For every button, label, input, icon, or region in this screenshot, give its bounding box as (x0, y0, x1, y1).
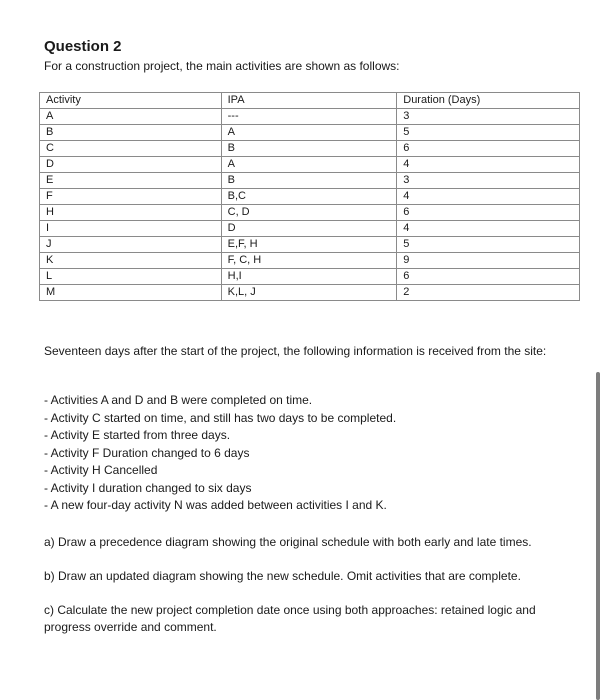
table-row (40, 189, 580, 205)
table-row (40, 221, 580, 237)
ipa-cell: A (221, 157, 397, 173)
table-row (40, 253, 580, 269)
activity-cell: J (40, 237, 222, 253)
duration-cell: 6 (397, 205, 580, 221)
site-info-intro: Seventeen days after the start of the project, the following information is received from the site: (44, 344, 547, 358)
table-row (40, 205, 580, 221)
list-item: - Activity F Duration changed to 6 days (44, 445, 396, 463)
duration-cell: 4 (397, 157, 580, 173)
list-item: - Activity C started on time, and still has two days to be completed. (44, 410, 396, 428)
table-header-row (40, 93, 580, 109)
duration-cell: 6 (397, 269, 580, 285)
table-row (40, 237, 580, 253)
activity-cell: F (40, 189, 222, 205)
activity-cell: C (40, 141, 222, 157)
table-row (40, 285, 580, 301)
duration-cell: 3 (397, 173, 580, 189)
table-row (40, 141, 580, 157)
table-row (40, 109, 580, 125)
table-row (40, 269, 580, 285)
activity-cell: A (40, 109, 222, 125)
ipa-cell: C, D (221, 205, 397, 221)
list-item: - Activity E started from three days. (44, 427, 396, 445)
ipa-cell: B,C (221, 189, 397, 205)
activity-cell: E (40, 173, 222, 189)
header-ipa: IPA (221, 93, 397, 109)
question-b: b) Draw an updated diagram showing the new schedule. Omit activities that are complete. (44, 569, 521, 583)
ipa-cell: D (221, 221, 397, 237)
duration-cell: 9 (397, 253, 580, 269)
table-row (40, 125, 580, 141)
ipa-cell: K,L, J (221, 285, 397, 301)
activity-cell: D (40, 157, 222, 173)
question-a: a) Draw a precedence diagram showing the original schedule with both early and late times. (44, 535, 532, 549)
list-item: - Activity I duration changed to six days (44, 480, 396, 498)
duration-cell: 3 (397, 109, 580, 125)
table-row (40, 173, 580, 189)
activity-cell: B (40, 125, 222, 141)
ipa-cell: E,F, H (221, 237, 397, 253)
ipa-cell: B (221, 173, 397, 189)
activity-cell: H (40, 205, 222, 221)
duration-cell: 2 (397, 285, 580, 301)
activity-cell: K (40, 253, 222, 269)
ipa-cell: --- (221, 109, 397, 125)
vertical-scrollbar[interactable] (596, 372, 600, 700)
question-intro: For a construction project, the main activities are shown as follows: (44, 59, 400, 73)
list-item: - A new four-day activity N was added between activities I and K. (44, 497, 396, 515)
duration-cell: 4 (397, 221, 580, 237)
question-heading: Question 2 (44, 38, 122, 55)
list-item: - Activities A and D and B were completed on time. (44, 392, 396, 410)
ipa-cell: H,I (221, 269, 397, 285)
change-list (44, 392, 396, 515)
header-activity: Activity (40, 93, 222, 109)
question-c: c) Calculate the new project completion date once using both approaches: retained logic and progress override and comment. (44, 603, 536, 634)
header-duration: Duration (Days) (397, 93, 580, 109)
duration-cell: 5 (397, 125, 580, 141)
duration-cell: 4 (397, 189, 580, 205)
duration-cell: 5 (397, 237, 580, 253)
table-row (40, 157, 580, 173)
duration-cell: 6 (397, 141, 580, 157)
activity-cell: I (40, 221, 222, 237)
ipa-cell: A (221, 125, 397, 141)
activity-table (39, 92, 580, 301)
ipa-cell: F, C, H (221, 253, 397, 269)
list-item: - Activity H Cancelled (44, 462, 396, 480)
activity-cell: M (40, 285, 222, 301)
activity-cell: L (40, 269, 222, 285)
ipa-cell: B (221, 141, 397, 157)
